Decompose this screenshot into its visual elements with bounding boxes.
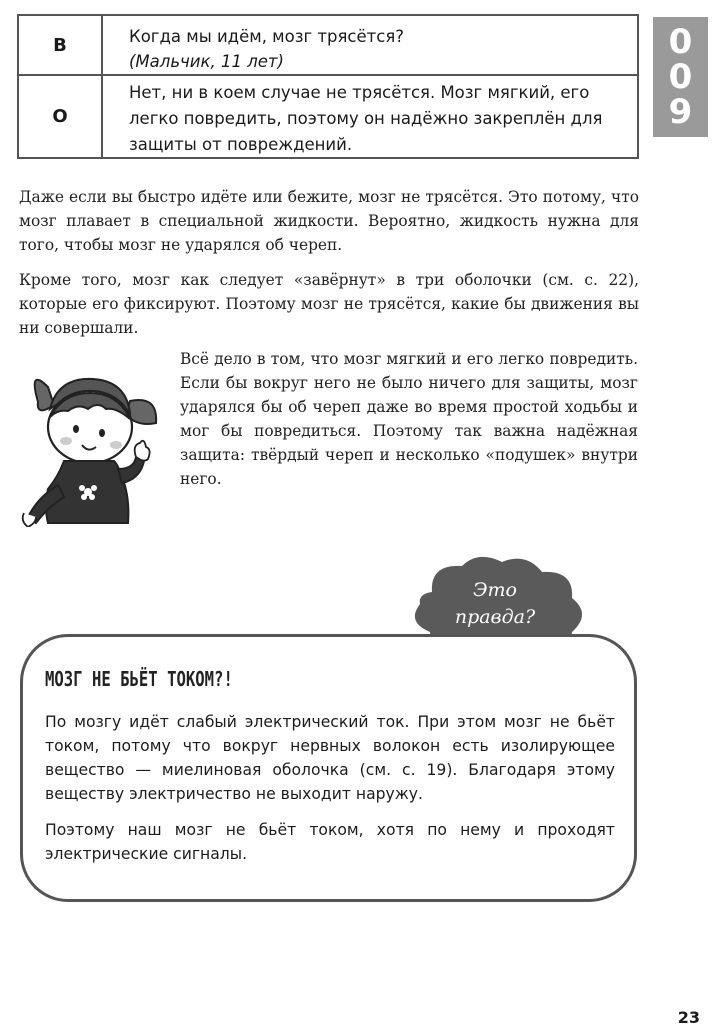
info-box-paragraph-1: По мозгу идёт слабый электрический ток. При этом мозг не бьёт током, потому что вокруг нервных волокон есть изолирующее вещество — миелиновая оболочка (см. с. 19). Благодаря этому веществу электричество не выходит наружу.	[45, 713, 615, 803]
body-paragraph-3: Всё дело в том, что мозг мягкий и его легко повредить. Если бы вокруг него не было ничего для защиты, мозг ударялся бы об череп даже во время простой ходьбы и мог бы повредиться. Поэтому так важна надёжная защита: твёрдый череп и несколько «подушек» внутри него.	[180, 350, 638, 488]
question-author: (Мальчик, 11 лет)	[129, 52, 284, 71]
question-row	[19, 16, 637, 76]
cloud-line-2: правда?	[454, 606, 536, 628]
question: Когда мы идём, мозг трясётся?	[129, 27, 405, 46]
info-box-title: МОЗГ НЕ БЬЁТ ТОКОМ?!	[45, 667, 233, 691]
body-paragraph-2: Кроме того, мозг как следует «завёрнут» в три оболочки (см. с. 22), которые его фиксируют. Поэтому мозг не трясётся, какие бы движения вы ни совершали.	[19, 271, 639, 337]
question-text	[103, 16, 637, 74]
cloud-text	[402, 577, 588, 631]
body-paragraph-1: Даже если вы быстро идёте или бежите, мозг не трясётся. Это потому, что мозг плавает в специальной жидкости. Вероятно, жидкость нужна для того, чтобы мозг не ударялся об череп.	[19, 188, 639, 254]
qa-table	[17, 14, 639, 159]
page-number: 23	[677, 1008, 700, 1027]
tab-digit-2: 0	[668, 56, 693, 97]
section-number-tab	[653, 17, 708, 137]
info-box-paragraph-2: Поэтому наш мозг не бьёт током, хотя по нему и проходят электрические сигналы.	[45, 821, 615, 863]
answer-letter: О	[19, 76, 103, 157]
answer-text: Нет, ни в коем случае не трясётся. Мозг мягкий, его легко повредить, поэтому он надёжно закреплён для защиты от повреждений.	[129, 83, 603, 154]
tab-digit-1: 0	[668, 21, 693, 62]
cloud-line-1: Это	[473, 579, 517, 601]
tab-digit-3: 9	[668, 91, 693, 132]
answer-row	[19, 76, 637, 157]
question-letter: В	[19, 16, 103, 74]
girl-illustration	[18, 357, 168, 527]
info-box	[20, 634, 637, 902]
